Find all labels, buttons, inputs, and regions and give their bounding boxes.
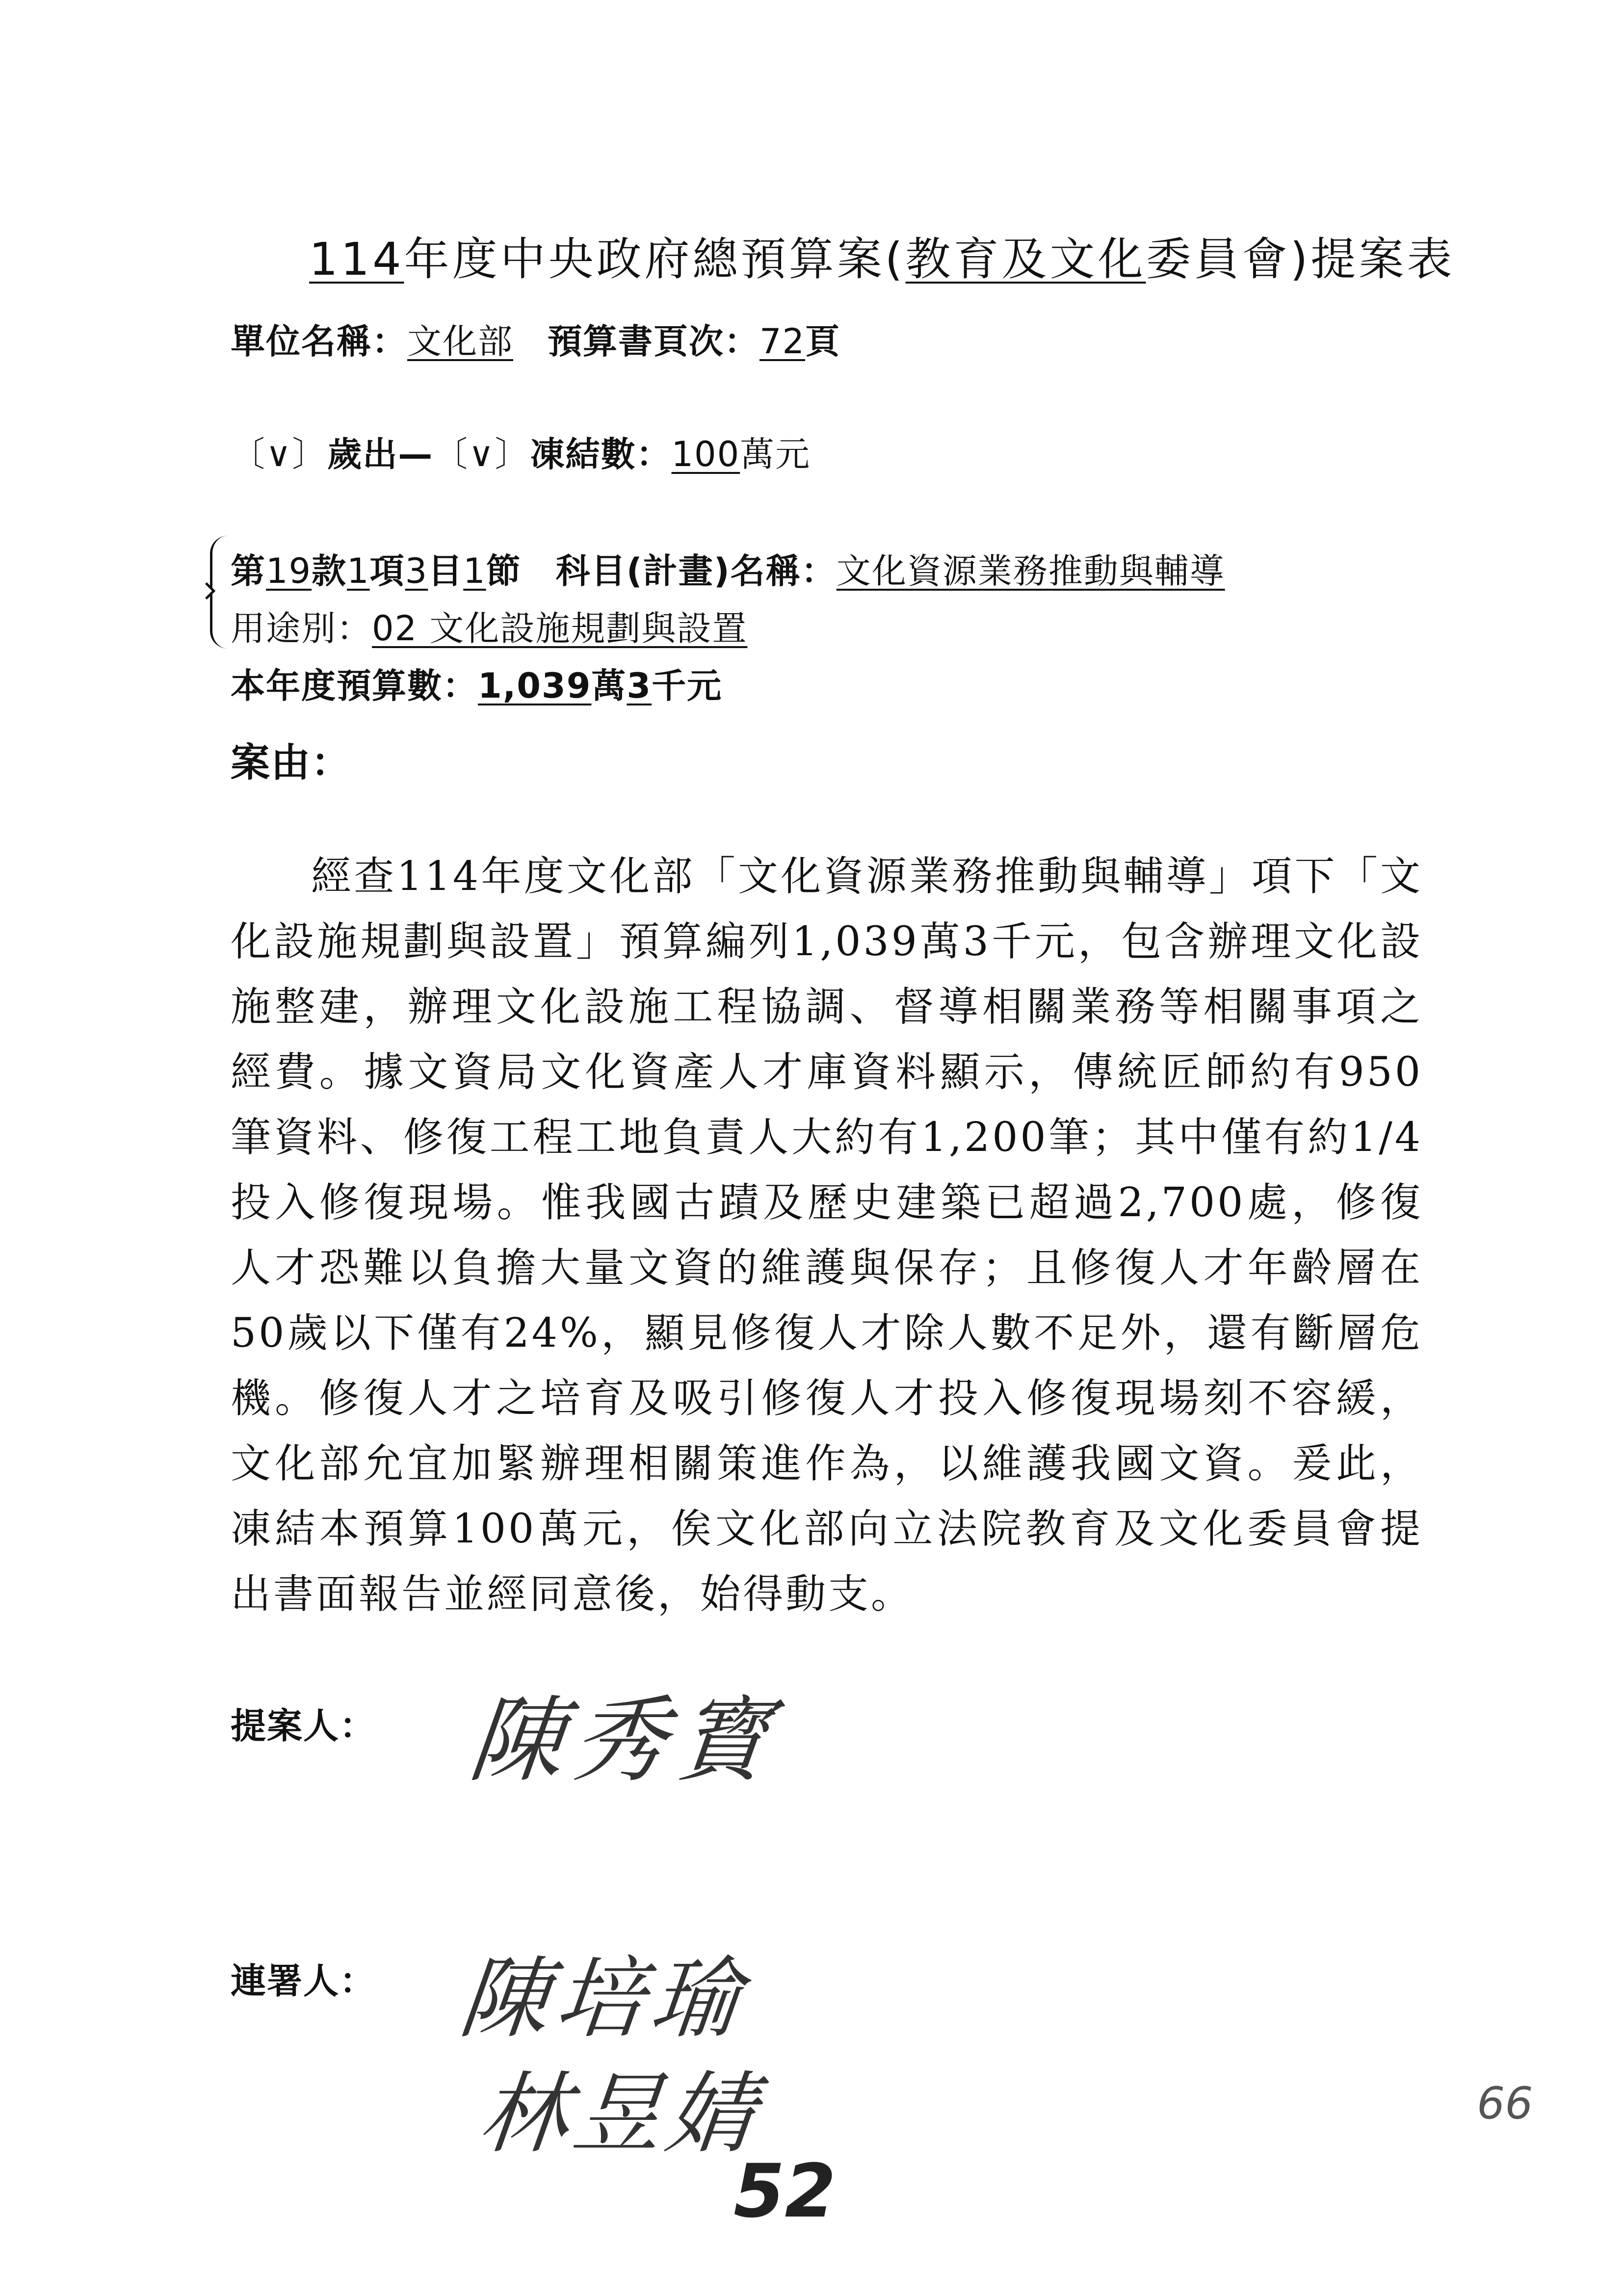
- cosigner-signature-1: 陳培瑜: [455, 1948, 752, 2050]
- title-year: 114: [309, 233, 404, 286]
- title-end: 委員會)提案表: [1146, 233, 1455, 286]
- usage-label: 用途別：: [231, 608, 372, 649]
- item-prefix: 第: [231, 551, 266, 591]
- page-unit: 頁: [805, 321, 841, 362]
- title-committee: 教育及文化: [905, 233, 1146, 286]
- reason-text: 經查114年度文化部「文化資源業務推動與輔導」項下「文化設施規劃與設置」預算編列1,039萬3千元，包含辦理文化設施整建，辦理文化設施工程協調、督導相關業務等相關事項之經費。據文資局文化資產人才庫資料顯示，傳統匠師約有950筆資料、修復工程工地負責人大約有1,200筆；其中僅有約1/4投入修復現場。惟我國古蹟及歷史建築已超過2,700處，修復人才恐難以負擔大量文資的維護與保存；且修復人才年齡層在50歲以下僅有24%，顯見修復人才除人數不足外，還有斷層危機。修復人才之培育及吸引修復人才投入修復現場刻不容緩，文化部允宜加緊辦理相關策進作為，以維護我國文資。爰此，凍結本預算100萬元，俟文化部向立法院教育及文化委員會提出書面報告並經同意後，始得動支。: [231, 853, 1423, 1618]
- reason-label: 案由：: [231, 740, 351, 785]
- expenditure-label: 歲出—: [327, 434, 434, 474]
- item-mu-label: 目: [428, 551, 464, 591]
- page-label: 預算書頁次：: [548, 321, 760, 362]
- freeze-line: [231, 427, 811, 476]
- budget-qian-label: 千元: [652, 666, 723, 706]
- item-kuan: 19: [266, 551, 312, 591]
- subject-label: 科目(計畫)名稱：: [555, 551, 837, 591]
- cosigner-signature-2: 林昱婧: [474, 2063, 765, 2166]
- page-value: 72: [760, 321, 806, 362]
- item-xiang-label: 項: [369, 551, 405, 591]
- document-title: [309, 223, 1455, 288]
- usage-line: [231, 601, 747, 651]
- freeze-unit: 萬元: [740, 434, 811, 474]
- proposer-label: 提案人：: [231, 1705, 376, 1747]
- cosigners-label: 連署人：: [231, 1960, 376, 2002]
- item-brace: [210, 536, 232, 649]
- unit-label: 單位名稱：: [231, 321, 407, 362]
- item-kuan-label: 款: [312, 551, 347, 591]
- title-mid: 年度中央政府總預算案(: [404, 233, 906, 286]
- corner-page-number: 66: [1477, 2078, 1533, 2129]
- usage-value: 02 文化設施規劃與設置: [372, 608, 748, 649]
- page-number: 52: [733, 2149, 836, 2234]
- budget-amount-label: 本年度預算數：: [231, 666, 478, 706]
- budget-wan-label: 萬: [591, 666, 627, 706]
- budget-qian: 3: [627, 666, 652, 706]
- budget-amount-line: [231, 658, 722, 708]
- budget-item-line: [231, 544, 1225, 593]
- unit-value: 文化部: [407, 321, 513, 362]
- budget-wan: 1,039: [478, 666, 592, 706]
- check-freeze: 〔∨〕: [433, 434, 530, 474]
- item-jie-label: 節: [486, 551, 522, 591]
- item-jie: 1: [463, 551, 486, 591]
- item-xiang: 1: [347, 551, 370, 591]
- freeze-label: 凍結數：: [530, 434, 672, 474]
- freeze-amount: 100: [671, 434, 740, 474]
- subject-value: 文化資源業務推動與輔導: [836, 551, 1225, 591]
- item-mu: 3: [405, 551, 428, 591]
- check-expenditure: 〔∨〕: [231, 434, 328, 474]
- unit-line: [231, 314, 840, 364]
- proposer-signature: 陳秀寳: [464, 1686, 785, 1795]
